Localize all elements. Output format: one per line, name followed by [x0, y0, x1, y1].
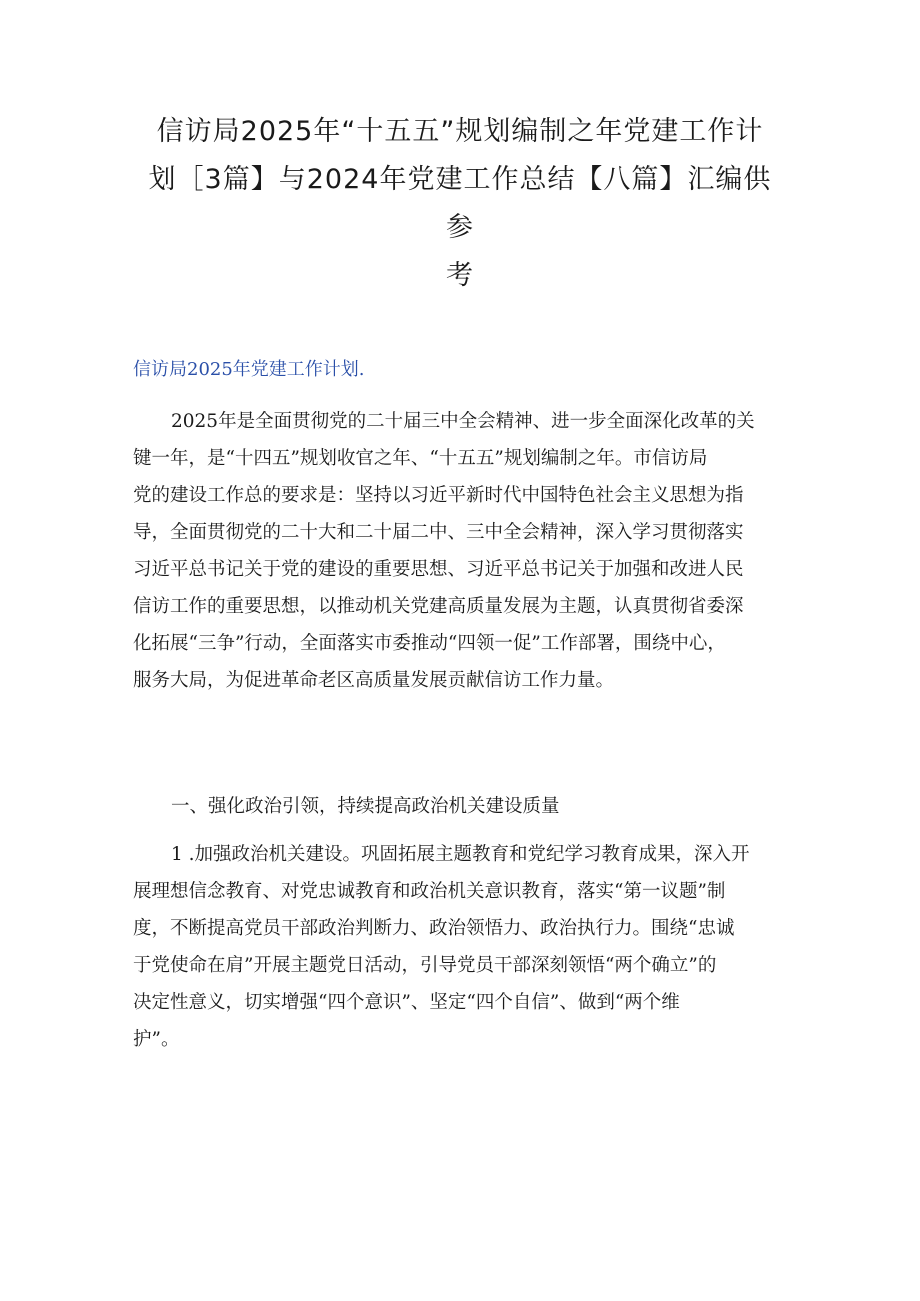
- paragraph-line: 1 .加强政治机关建设。巩固拓展主题教育和党纪学习教育成果，深入开: [171, 844, 750, 865]
- item-paragraph: [133, 836, 793, 1058]
- paragraph-line: 于党使命在肩”开展主题党日活动，引导党员干部深刻领悟“两个确立”的: [133, 955, 717, 976]
- heading-text: 一、强化政治引领，持续提高政治机关建设质量: [171, 796, 560, 817]
- title-line: 划［3篇】与2024年党建工作总结【八篇】汇编供参: [148, 164, 772, 243]
- title-line: 考: [446, 260, 474, 291]
- paragraph-line: 习近平总书记关于党的建设的重要思想、习近平总书记关于加强和改进人民: [133, 559, 744, 580]
- document-title: [140, 108, 780, 300]
- paragraph-line: 2025年是全面贯彻党的二十届三中全会精神、进一步全面深化改革的关: [171, 411, 755, 432]
- paragraph-line: 信访工作的重要思想，以推动机关党建高质量发展为主题，认真贯彻省委深: [133, 596, 744, 617]
- title-line: 信访局2025年“十五五”规划编制之年党建工作计: [156, 116, 764, 147]
- paragraph-line: 度，不断提高党员干部政治判断力、政治领悟力、政治执行力。围绕“忠诚: [133, 918, 735, 939]
- paragraph-line: 服务大局，为促进革命老区高质量发展贡献信访工作力量。: [133, 670, 615, 691]
- section-link-party-building-plan[interactable]: 信访局2025年党建工作计划.: [133, 359, 365, 380]
- paragraph-line: 展理想信念教育、对党忠诚教育和政治机关意识教育，落实“第一议题”制: [133, 881, 726, 902]
- paragraph-line: 决定性意义，切实增强“四个意识”、坚定“四个自信”、做到“两个维: [133, 992, 680, 1013]
- paragraph-line: 党的建设工作总的要求是：坚持以习近平新时代中国特色社会主义思想为指: [133, 485, 744, 506]
- paragraph-line: 导，全面贯彻党的二十大和二十届二中、三中全会精神，深入学习贯彻落实: [133, 522, 744, 543]
- paragraph-line: 键一年，是“十四五”规划收官之年、“十五五”规划编制之年。市信访局: [133, 448, 708, 469]
- section-heading: [133, 788, 793, 825]
- intro-paragraph: [133, 403, 793, 699]
- paragraph-line: 化拓展“三争”行动，全面落实市委推动“四领一促”工作部署，围绕中心，: [133, 633, 726, 654]
- paragraph-line: 护”。: [133, 1029, 180, 1050]
